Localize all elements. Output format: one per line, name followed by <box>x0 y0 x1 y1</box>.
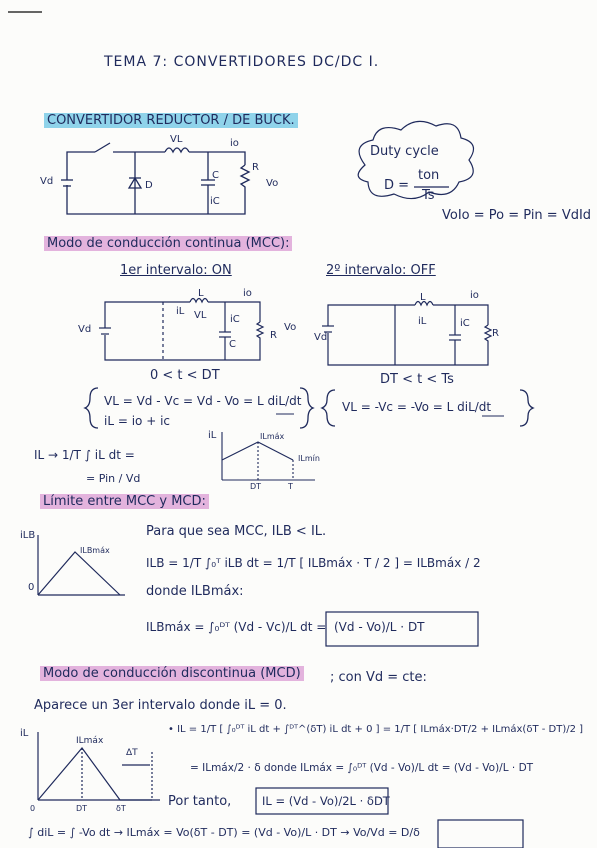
limit-line3: donde ILBmáx: <box>146 584 244 599</box>
limit-line1: Para que sea MCC, ILB < IL. <box>146 524 327 539</box>
interval-on: 1er intervalo: ON <box>120 263 232 278</box>
graph2-zero: 0 <box>28 582 35 593</box>
label-vl: VL <box>170 134 183 145</box>
on-label-vd: Vd <box>78 324 92 335</box>
graph3-st: δT <box>116 804 126 813</box>
on-label-io: io <box>243 288 252 299</box>
range-on: 0 < t < DT <box>150 368 220 383</box>
on-label-l: L <box>198 288 204 299</box>
section-heading-mcd-cond: ; con Vd = cte: <box>330 670 427 685</box>
limit-line2: ILB = 1/T ∫₀ᵀ iLB dt = 1/T [ ILBmáx · T / 2 ] = ILBmáx / 2 <box>146 556 481 570</box>
graph1-dt: DT <box>250 482 262 491</box>
section-heading-mcc: Modo de conducción continua (MCC): <box>44 236 292 251</box>
mcd-line2: • IL = 1/T [ ∫₀ᴰᵀ iL dt + ∫ᴰᵀ^(δT) iL dt + 0 ] = 1/T [ ILmáx·DT/2 + ILmáx(δT - DT)/2 ] <box>168 724 584 735</box>
range-off: DT < t < Ts <box>380 372 454 387</box>
on-label-ic: iC <box>230 314 240 325</box>
label-ic: iC <box>210 196 220 207</box>
on-label-il: iL <box>176 306 185 317</box>
label-d: D <box>145 180 153 191</box>
on-label-c: C <box>229 339 236 350</box>
on-label-vl: VL <box>194 310 207 321</box>
graph1-t: T <box>288 482 293 491</box>
mcd-line1: Aparece un 3er intervalo donde iL = 0. <box>34 698 287 713</box>
off-label-r: R <box>492 328 499 339</box>
mcd-line5: ∫ diL = ∫ -Vo dt → ILmáx = Vo(δT - DT) = (Vd - Vo)/L · DT → Vo/Vd = D/δ <box>28 826 420 839</box>
power-balance: VoIo = Po = Pin = VdId <box>442 208 592 223</box>
section-heading-buck: CONVERTIDOR REDUCTOR / DE BUCK. <box>44 113 298 128</box>
eq-on-vl: VL = Vd - Vc = Vd - Vo = L diL/dt <box>104 394 302 408</box>
on-label-vo: Vo <box>284 322 297 333</box>
limit-line4-result: (Vd - Vo)/L · DT <box>334 620 425 634</box>
label-vd: Vd <box>40 176 54 187</box>
mcd-line4-result: IL = (Vd - Vo)/2L · δDT <box>262 794 390 808</box>
graph3-delta: ΔT <box>126 748 138 758</box>
graph1-max: ILmáx <box>260 432 285 441</box>
on-label-r: R <box>270 330 277 341</box>
duty-denominator: Ts <box>422 188 435 203</box>
off-label-vd: Vd <box>314 332 328 343</box>
eq-off-vl: VL = -Vc = -Vo = L diL/dt <box>342 400 492 414</box>
label-r: R <box>252 162 259 173</box>
section-heading-limit: Límite entre MCC y MCD: <box>40 494 209 509</box>
off-label-l: L <box>420 292 426 303</box>
interval-off: 2º intervalo: OFF <box>326 263 436 278</box>
off-label-il: iL <box>418 316 427 327</box>
page-title: TEMA 7: CONVERTIDORES DC/DC I. <box>104 54 380 70</box>
limit-line4: ILBmáx = ∫₀ᴰᵀ (Vd - Vc)/L dt = <box>146 620 327 634</box>
off-label-io: io <box>470 290 479 301</box>
off-label-ic: iC <box>460 318 470 329</box>
duty-cycle-label: Duty cycle <box>370 144 439 159</box>
avg-il-result: = Pin / Vd <box>86 472 141 485</box>
graph3-il: iL <box>20 728 29 739</box>
graph2-max: ILBmáx <box>80 546 110 555</box>
graph2-ilb: iLB <box>20 530 36 541</box>
duty-eq-lhs: D = <box>384 178 410 193</box>
label-io: io <box>230 138 239 149</box>
duty-numerator: ton <box>418 168 440 183</box>
eq-on-il: iL = io + ic <box>104 414 170 428</box>
label-vo: Vo <box>266 178 279 189</box>
label-c: C <box>212 170 219 181</box>
mcd-line4: Por tanto, <box>168 794 232 809</box>
graph3-dt: DT <box>76 804 88 813</box>
graph3-max: ILmáx <box>76 736 104 746</box>
avg-il: IL → 1/T ∫ iL dt = <box>34 448 135 462</box>
graph1-min: ILmín <box>298 454 320 463</box>
mcd-line3: = ILmáx/2 · δ donde ILmáx = ∫₀ᴰᵀ (Vd - Vo)/L dt = (Vd - Vo)/L · DT <box>190 762 534 774</box>
graph1-il: iL <box>208 430 217 441</box>
graph3-zero: 0 <box>30 804 36 813</box>
section-heading-mcd: Modo de conducción discontinua (MCD) <box>40 666 304 681</box>
